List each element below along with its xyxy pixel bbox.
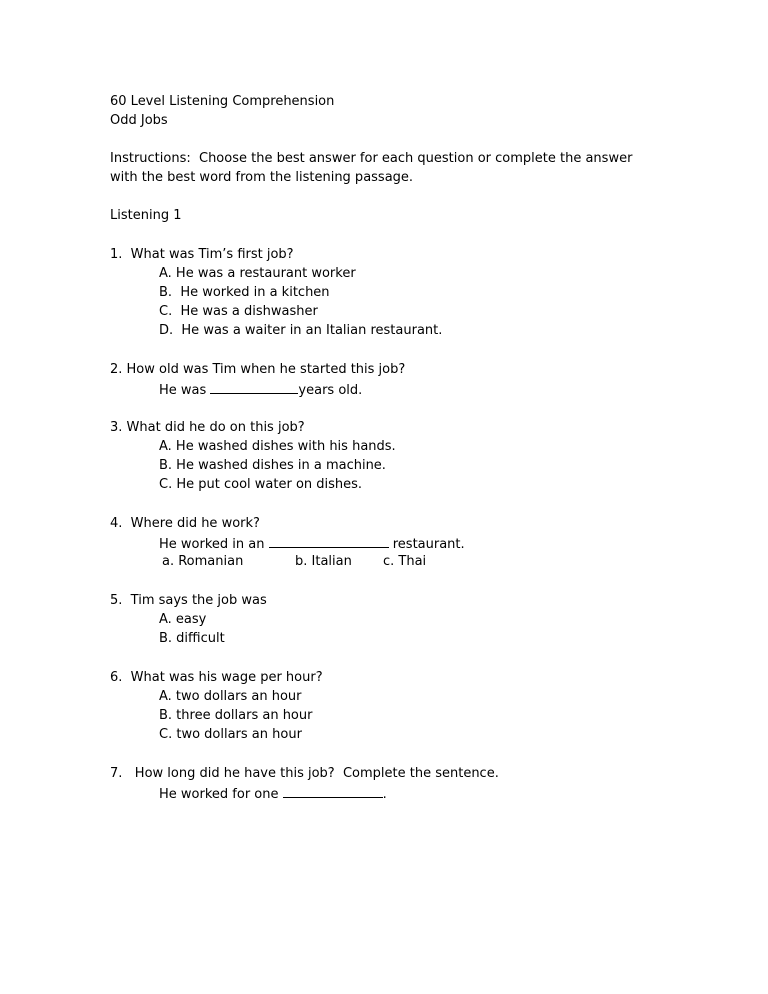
question-4-option-b: b. Italian xyxy=(295,554,352,569)
question-2-fill-before: He was xyxy=(159,383,211,398)
page-title: 60 Level Listening Comprehension xyxy=(110,94,335,109)
question-6-option-a: A. two dollars an hour xyxy=(159,689,302,704)
question-4-option-c: c. Thai xyxy=(383,554,427,569)
question-1-option-b: B. He worked in a kitchen xyxy=(159,285,330,300)
page-subtitle: Odd Jobs xyxy=(110,113,168,128)
question-5-stem: 5. Tim says the job was xyxy=(110,593,267,608)
question-7-fill-after: . xyxy=(382,787,387,802)
question-5-option-b: B. difficult xyxy=(159,631,225,646)
question-1-option-a: A. He was a restaurant worker xyxy=(159,266,356,281)
question-2-fill-after: years old. xyxy=(298,383,363,398)
question-7-fill-before: He worked for one xyxy=(159,787,283,802)
question-4-answer-blank[interactable] xyxy=(269,533,389,548)
question-2-answer-blank[interactable] xyxy=(210,379,298,394)
question-4-fill-line xyxy=(159,533,465,554)
question-3-stem: 3. What did he do on this job? xyxy=(110,420,305,435)
question-6-stem: 6. What was his wage per hour? xyxy=(110,670,323,685)
question-1-stem: 1. What was Tim’s first job? xyxy=(110,247,294,262)
question-2-fill-line xyxy=(159,379,362,400)
question-4-stem: 4. Where did he work? xyxy=(110,516,260,531)
question-7-fill-line xyxy=(159,783,387,804)
question-4-fill-before: He worked in an xyxy=(159,537,269,552)
question-3-option-a: A. He washed dishes with his hands. xyxy=(159,439,396,454)
question-7-answer-blank[interactable] xyxy=(283,783,383,798)
instructions-line-1: Instructions: Choose the best answer for each question or complete the answer xyxy=(110,151,633,166)
question-4-option-a: a. Romanian xyxy=(162,554,244,569)
question-7-stem: 7. How long did he have this job? Complete the sentence. xyxy=(110,766,499,781)
question-6-option-b: B. three dollars an hour xyxy=(159,708,313,723)
section-heading: Listening 1 xyxy=(110,208,182,223)
question-5-option-a: A. easy xyxy=(159,612,207,627)
question-1-option-c: C. He was a dishwasher xyxy=(159,304,318,319)
question-6-option-c: C. two dollars an hour xyxy=(159,727,302,742)
question-2-stem: 2. How old was Tim when he started this job? xyxy=(110,362,406,377)
question-1-option-d: D. He was a waiter in an Italian restaurant. xyxy=(159,323,443,338)
question-4-fill-after: restaurant. xyxy=(388,537,465,552)
question-3-option-b: B. He washed dishes in a machine. xyxy=(159,458,386,473)
instructions-line-2: with the best word from the listening passage. xyxy=(110,170,414,185)
question-3-option-c: C. He put cool water on dishes. xyxy=(159,477,363,492)
